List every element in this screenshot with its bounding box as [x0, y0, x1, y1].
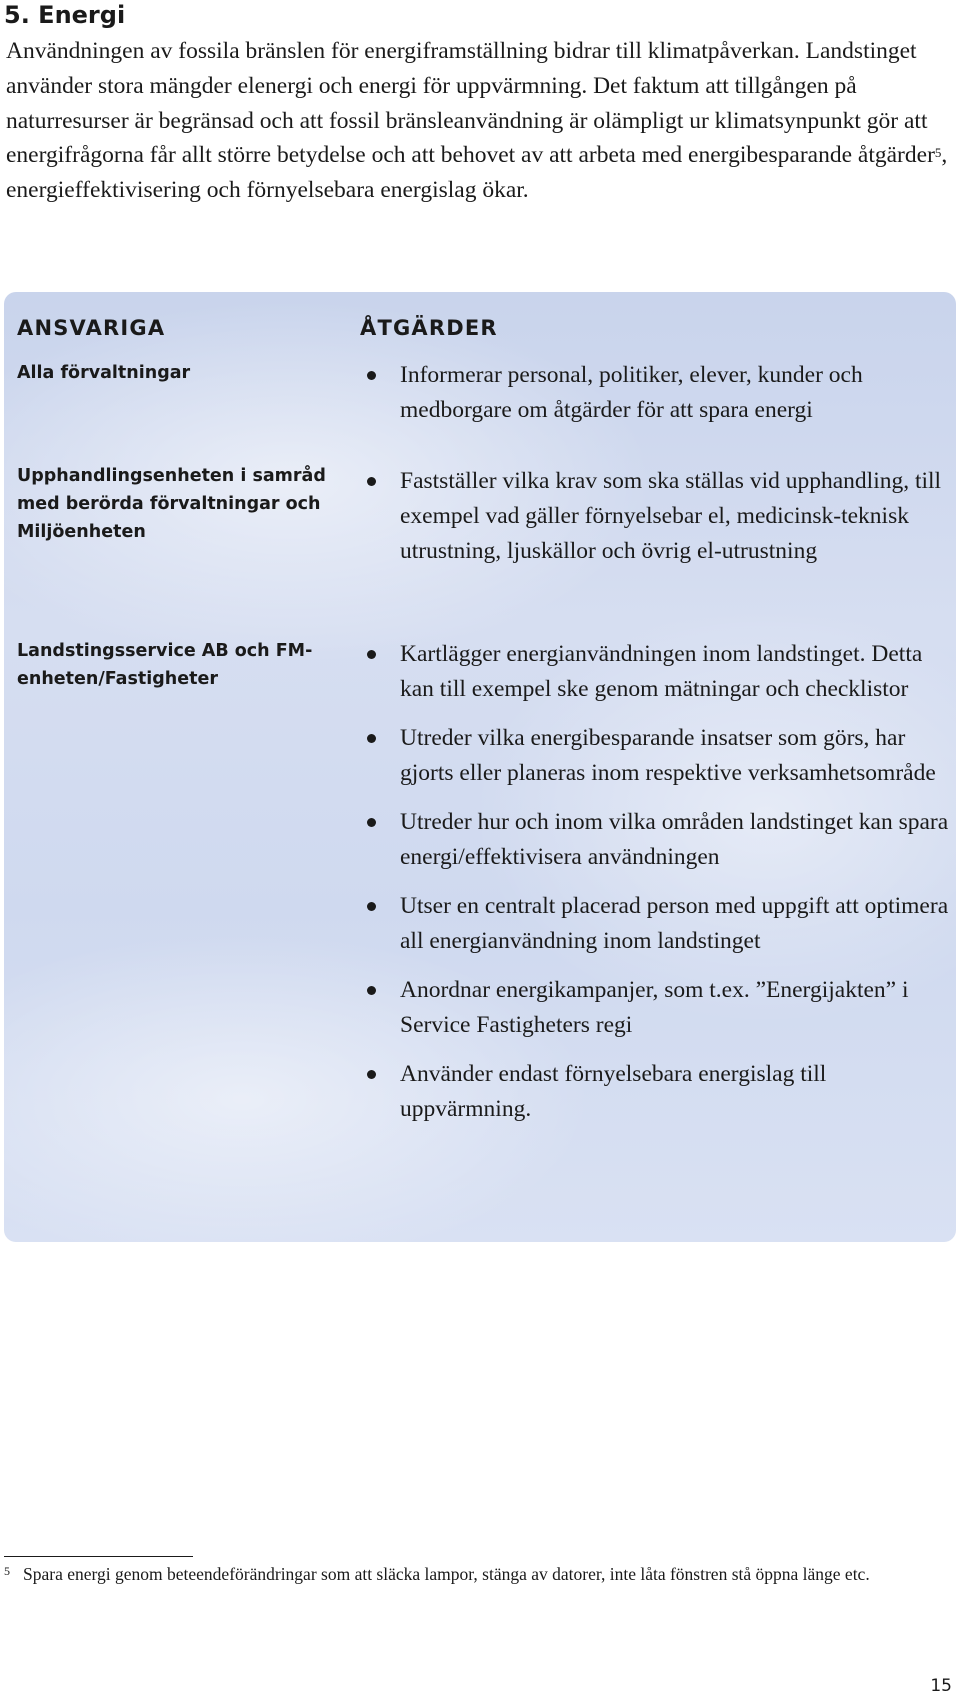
bullet-icon — [367, 650, 376, 659]
bullet-icon — [367, 902, 376, 911]
action-item — [364, 464, 954, 569]
bullet-icon — [367, 371, 376, 380]
action-text: Utreder hur och inom vilka områden landstinget kan spara energi/effektivisera användningen — [400, 809, 949, 870]
bullet-icon — [367, 734, 376, 743]
action-text: Använder endast förnyelsebara energislag till uppvärmning. — [400, 1061, 827, 1122]
footnote-divider — [4, 1556, 193, 1557]
intro-paragraph — [6, 34, 951, 208]
footnote-reference[interactable]: 5 — [934, 145, 942, 161]
section-heading: 5. Energi — [4, 1, 126, 29]
action-text: Informerar personal, politiker, elever, kunder och medborgare om åtgärder för att spara energi — [400, 362, 863, 423]
footnote-text: Spara energi genom beteendeförändringar som att släcka lampor, stänga av datorer, inte låta fönstren stå öppna länge etc. — [23, 1564, 870, 1584]
action-list — [364, 464, 954, 569]
intro-text: Användningen av fossila bränslen för energiframställning bidrar till klimatpåverkan. Landstinget använder stora mängder elenergi och energi för uppvärmning. Det faktum att tillgången på naturresurser är begränsad och att fossil bränsleanvändning är olämpligt ur klimatsynpunkt gör att energifrågorna får allt större betydelse och att behovet av att arbeta med energibesparande åtgärder — [6, 38, 935, 169]
action-item — [364, 358, 954, 428]
intro-text-end: , energieffektivisering och förnyelsebara energislag ökar. — [6, 142, 948, 204]
bullet-icon — [367, 477, 376, 486]
action-text: Kartlägger energianvändningen inom landstinget. Detta kan till exempel ske genom mätningar och checklistor — [400, 641, 923, 702]
action-text: Utreder vilka energibesparande insatser som görs, har gjorts eller planeras inom respektive verksamhetsområde — [400, 725, 936, 786]
action-text: Anordnar energikampanjer, som t.ex. ”Energijakten” i Service Fastigheters regi — [400, 977, 909, 1038]
action-item — [364, 1057, 954, 1127]
action-item — [364, 973, 954, 1043]
action-item — [364, 889, 954, 959]
action-list — [364, 637, 954, 1127]
column-header-responsible: ANSVARIGA — [17, 316, 166, 340]
action-item — [364, 637, 954, 707]
responsible-label: Upphandlingsenheten i samråd med berörda förvaltningar och Miljöenheten — [17, 466, 326, 542]
footnote-number: 5 — [4, 1564, 10, 1578]
responsible-label: Alla förvaltningar — [17, 363, 191, 383]
action-item — [364, 721, 954, 791]
measures-panel — [4, 292, 956, 1242]
bullet-icon — [367, 818, 376, 827]
column-header-actions: ÅTGÄRDER — [360, 316, 498, 340]
action-text: Utser en centralt placerad person med uppgift att optimera all energianvändning inom landstinget — [400, 893, 949, 954]
page-number: 15 — [930, 1676, 952, 1696]
action-text: Fastställer vilka krav som ska ställas vid upphandling, till exempel vad gäller förnyelsebar el, medicinsk-teknisk utrustning, ljuskällor och övrig el-utrustning — [400, 468, 942, 564]
action-list — [364, 358, 954, 428]
action-item — [364, 805, 954, 875]
bullet-icon — [367, 1070, 376, 1079]
bullet-icon — [367, 986, 376, 995]
responsible-label: Landstingsservice AB och FM-enheten/Fastigheter — [17, 641, 313, 689]
